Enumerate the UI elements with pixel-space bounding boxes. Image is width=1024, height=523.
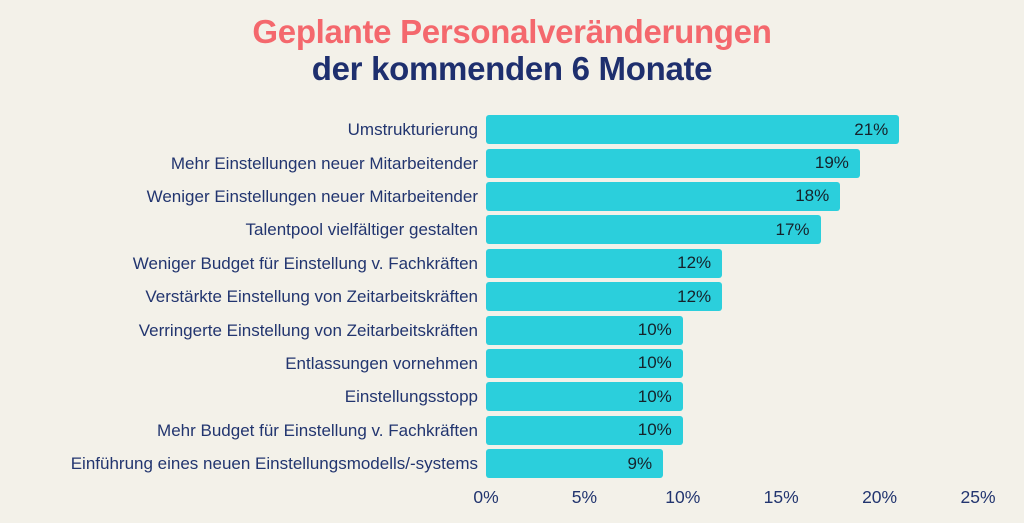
- category-label: Mehr Budget für Einstellung v. Fachkräften: [157, 420, 478, 440]
- chart-row: [0, 347, 1024, 380]
- category-label: Einstellungsstopp: [344, 387, 478, 407]
- chart-row: [0, 414, 1024, 447]
- category-label: Mehr Einstellungen neuer Mitarbeitender: [170, 153, 478, 173]
- category-label: Verstärkte Einstellung von Zeitarbeitskräften: [145, 287, 478, 307]
- chart-row: [0, 213, 1024, 246]
- bar-track: [486, 149, 978, 178]
- bar: [486, 215, 821, 244]
- chart-rows: [0, 113, 1024, 480]
- chart-row: [0, 313, 1024, 346]
- value-label: 12%: [677, 286, 712, 306]
- value-label: 10%: [637, 320, 672, 340]
- x-axis-tick: 25%: [960, 487, 996, 508]
- value-label: 17%: [775, 219, 810, 239]
- bar: [486, 382, 683, 411]
- bar-chart: [0, 113, 1024, 511]
- bar-track: [486, 416, 978, 445]
- bar-track: [486, 115, 978, 144]
- chart-row: [0, 447, 1024, 480]
- chart-row: [0, 180, 1024, 213]
- category-label: Talentpool vielfältiger gestalten: [245, 220, 478, 240]
- chart-title: [0, 0, 1024, 87]
- chart-row: [0, 247, 1024, 280]
- bar: [486, 182, 840, 211]
- bar: [486, 282, 722, 311]
- value-label: 18%: [795, 186, 830, 206]
- chart-title-line1: Geplante Personalveränderungen: [252, 13, 772, 50]
- category-label: Umstrukturierung: [347, 120, 478, 140]
- category-label: Entlassungen vornehmen: [285, 353, 478, 373]
- bar-track: [486, 349, 978, 378]
- bar-track: [486, 316, 978, 345]
- chart-title-line2: der kommenden 6 Monate: [311, 50, 713, 87]
- category-label: Weniger Einstellungen neuer Mitarbeitender: [146, 186, 478, 206]
- category-label: Verringerte Einstellung von Zeitarbeitskräften: [138, 320, 478, 340]
- bar-track: [486, 282, 978, 311]
- bar-track: [486, 449, 978, 478]
- bar-track: [486, 182, 978, 211]
- bar: [486, 416, 683, 445]
- chart-row: [0, 380, 1024, 413]
- value-label: 10%: [637, 353, 672, 373]
- bar: [486, 249, 722, 278]
- x-axis-tick: 20%: [862, 487, 898, 508]
- bar: [486, 149, 860, 178]
- value-label: 19%: [814, 153, 849, 173]
- x-axis-tick: 10%: [665, 487, 701, 508]
- bar: [486, 115, 899, 144]
- x-axis-tick: 15%: [763, 487, 799, 508]
- bar: [486, 349, 683, 378]
- chart-row: [0, 146, 1024, 179]
- bar: [486, 449, 663, 478]
- bar: [486, 316, 683, 345]
- x-axis: [473, 487, 996, 511]
- category-label: Weniger Budget für Einstellung v. Fachkräften: [132, 253, 478, 273]
- x-axis-tick: 5%: [571, 487, 598, 508]
- value-label: 21%: [854, 119, 889, 139]
- bar-track: [486, 382, 978, 411]
- bar-track: [486, 249, 978, 278]
- category-label: Einführung eines neuen Einstellungsmodells/-systems: [70, 454, 478, 474]
- value-label: 10%: [637, 386, 672, 406]
- value-label: 9%: [627, 453, 653, 473]
- chart-row: [0, 280, 1024, 313]
- x-axis-tick: 0%: [473, 487, 499, 508]
- chart-row: [0, 113, 1024, 146]
- value-label: 12%: [677, 253, 712, 273]
- bar-track: [486, 215, 978, 244]
- value-label: 10%: [637, 420, 672, 440]
